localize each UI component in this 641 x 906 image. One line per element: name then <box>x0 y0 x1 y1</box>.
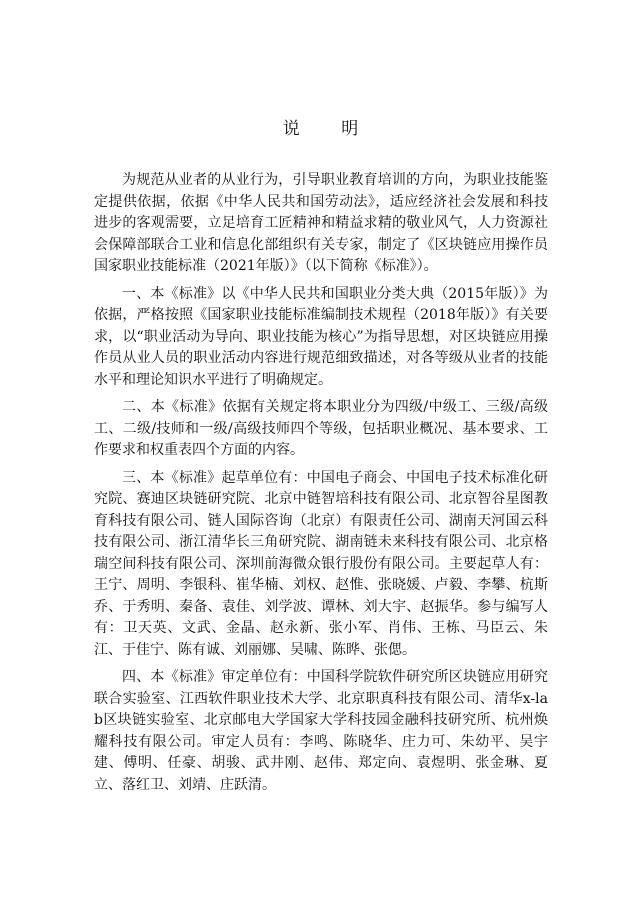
document-body <box>94 170 548 802</box>
page-title: 说 明 <box>282 119 377 139</box>
paragraph-item-4: 四、本《标准》审定单位有：中国科学院软件研究所区块链应用研究联合实验室、江西软件职业技术大学、北京职真科技有限公司、清华x-lab区块链实验室、北京邮电大学国家大学科技园金融科技研究所、杭州焕耀科技有限公司。审定人员有：李鸣、陈晓华、庄力可、朱幼平、吴宇建、傅明、任豪、胡骏、武井刚、赵伟、郑定向、袁煜明、张金琳、夏立、落红卫、刘靖、庄跃清。 <box>94 669 548 793</box>
paragraph-item-2: 二、本《标准》依据有关规定将本职业分为四级/中级工、三级/高级工、二级/技师和一级/高级技师四个等级，包括职业概况、基本要求、工作要求和权重表四个方面的内容。 <box>94 399 548 458</box>
paragraph-intro: 为规范从业者的从业行为，引导职业教育培训的方向，为职业技能鉴定提供依据，依据《中华人民共和国劳动法》，适应经济社会发展和科技进步的客观需要，立足培育工匠精神和精益求精的敬业风气，人力资源社会保障部联合工业和信息化部组织有关专家，制定了《区块链应用操作员国家职业技能标准（2021年版）》（以下简称《标准》）。 <box>94 172 548 274</box>
paragraph-item-1: 一、本《标准》以《中华人民共和国职业分类大典（2015年版）》为依据，严格按照《国家职业技能标准编制技术规程（2018年版）》有关要求，以“职业活动为导向、职业技能为核心”为指导思想，对区块链应用操作员从业人员的职业活动内容进行规范细致描述，对各等级从业者的技能水平和理论知识水平进行了明确规定。 <box>94 285 548 388</box>
paragraph-item-3: 三、本《标准》起草单位有：中国电子商会、中国电子技术标准化研究院、赛迪区块链研究院、北京中链智培科技有限公司、北京智谷星图教育科技有限公司、链人国际咨询（北京）有限责任公司、湖南天河国云科技有限公司、浙江清华长三角研究院、湖南链未来科技有限公司、北京格瑞空间科技有限公司、深圳前海微众银行股份有限公司。主要起草人有：王宁、周明、李银科、崔华楠、刘权、赵惟、张晓媛、卢毅、李攀、杭斯乔、于秀明、秦备、袁佳、刘学波、谭林、刘大宇、赵振华。参与编写人有：卫天英、文武、金晶、赵永新、张小军、肖伟、王栋、马臣云、朱江、于佳宁、陈有诚、刘丽娜、吴啸、陈晔、张偲。 <box>94 469 548 658</box>
